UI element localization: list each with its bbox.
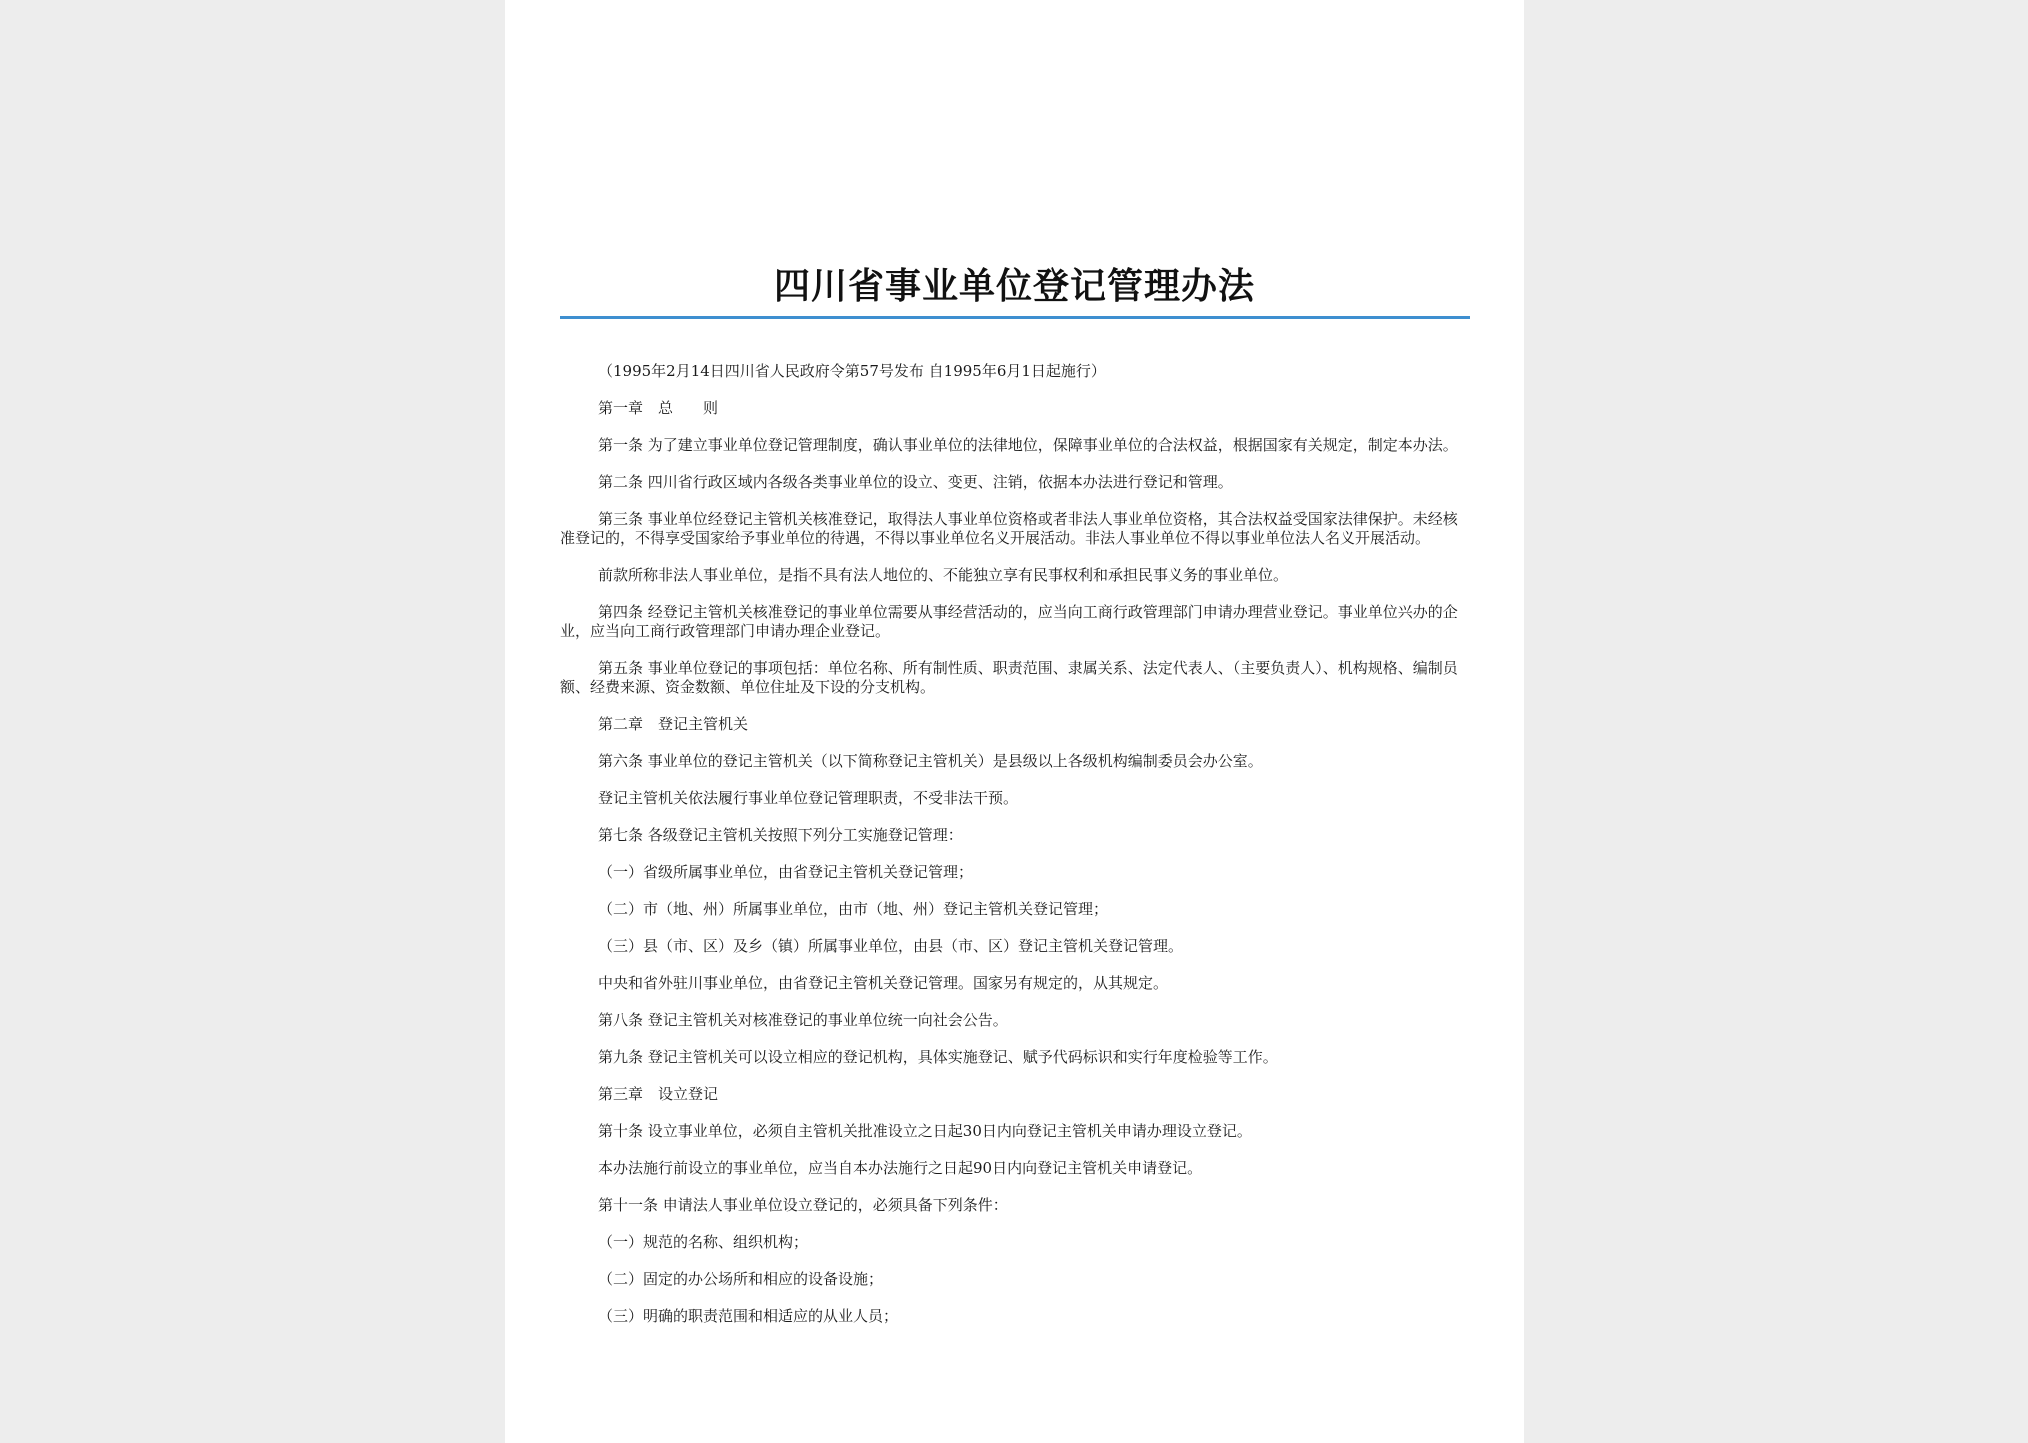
list-item: （三）县（市、区）及乡（镇）所属事业单位，由县（市、区）登记主管机关登记管理。 (598, 937, 1184, 955)
article-paragraph: 第四条 经登记主管机关核准登记的事业单位需要从事经营活动的，应当向工商行政管理部门申请办理营业登记。事业单位兴办的企业，应当向工商行政管理部门申请办理企业登记。 (560, 603, 1458, 640)
document-page (505, 0, 1524, 1443)
article-paragraph: 第二条 四川省行政区域内各级各类事业单位的设立、变更、注销，依据本办法进行登记和管理。 (598, 473, 1233, 491)
document-title: 四川省事业单位登记管理办法 (773, 266, 1255, 307)
article-paragraph: 中央和省外驻川事业单位，由省登记主管机关登记管理。国家另有规定的，从其规定。 (598, 974, 1169, 992)
article-paragraph: 第六条 事业单位的登记主管机关（以下简称登记主管机关）是县级以上各级机构编制委员会办公室。 (598, 752, 1263, 770)
article-paragraph: 第三条 事业单位经登记主管机关核准登记，取得法人事业单位资格或者非法人事业单位资格，其合法权益受国家法律保护。未经核准登记的，不得享受国家给予事业单位的待遇，不得以事业单位名义开展活动。非法人事业单位不得以事业单位法人名义开展活动。 (560, 510, 1458, 547)
article-paragraph: 第一条 为了建立事业单位登记管理制度，确认事业单位的法律地位，保障事业单位的合法权益，根据国家有关规定，制定本办法。 (598, 436, 1458, 454)
article-paragraph: 第五条 事业单位登记的事项包括：单位名称、所有制性质、职责范围、隶属关系、法定代表人、（主要负责人）、机构规格、编制员额、经费来源、资金数额、单位住址及下设的分支机构。 (560, 659, 1458, 696)
list-item: （二）固定的办公场所和相应的设备设施； (598, 1270, 884, 1288)
chapter-heading: 第一章 总 则 (598, 399, 719, 417)
list-item: （一）规范的名称、组织机构； (598, 1233, 809, 1251)
article-paragraph: 登记主管机关依法履行事业单位登记管理职责，不受非法干预。 (598, 789, 1019, 807)
chapter-heading: 第二章 登记主管机关 (598, 715, 749, 733)
issue-note: （1995年2月14日四川省人民政府令第57号发布 自1995年6月1日起施行） (598, 362, 1106, 380)
article-paragraph: 第十一条 申请法人事业单位设立登记的，必须具备下列条件： (598, 1196, 1008, 1214)
article-paragraph: 第十条 设立事业单位，必须自主管机关批准设立之日起30日内向登记主管机关申请办理设立登记。 (598, 1122, 1252, 1140)
article-paragraph: 本办法施行前设立的事业单位，应当自本办法施行之日起90日内向登记主管机关申请登记。 (598, 1159, 1203, 1177)
list-item: （一）省级所属事业单位，由省登记主管机关登记管理； (598, 863, 974, 881)
article-paragraph: 第七条 各级登记主管机关按照下列分工实施登记管理： (598, 826, 963, 844)
article-paragraph: 第八条 登记主管机关对核准登记的事业单位统一向社会公告。 (598, 1011, 1008, 1029)
document-body (560, 362, 1470, 1344)
list-item: （三）明确的职责范围和相适应的从业人员； (598, 1307, 899, 1325)
chapter-heading: 第三章 设立登记 (598, 1085, 719, 1103)
article-paragraph: 前款所称非法人事业单位，是指不具有法人地位的、不能独立享有民事权利和承担民事义务的事业单位。 (598, 566, 1289, 584)
article-paragraph: 第九条 登记主管机关可以设立相应的登记机构，具体实施登记、赋予代码标识和实行年度检验等工作。 (598, 1048, 1278, 1066)
title-underline (560, 316, 1470, 319)
list-item: （二）市（地、州）所属事业单位，由市（地、州）登记主管机关登记管理； (598, 900, 1109, 918)
